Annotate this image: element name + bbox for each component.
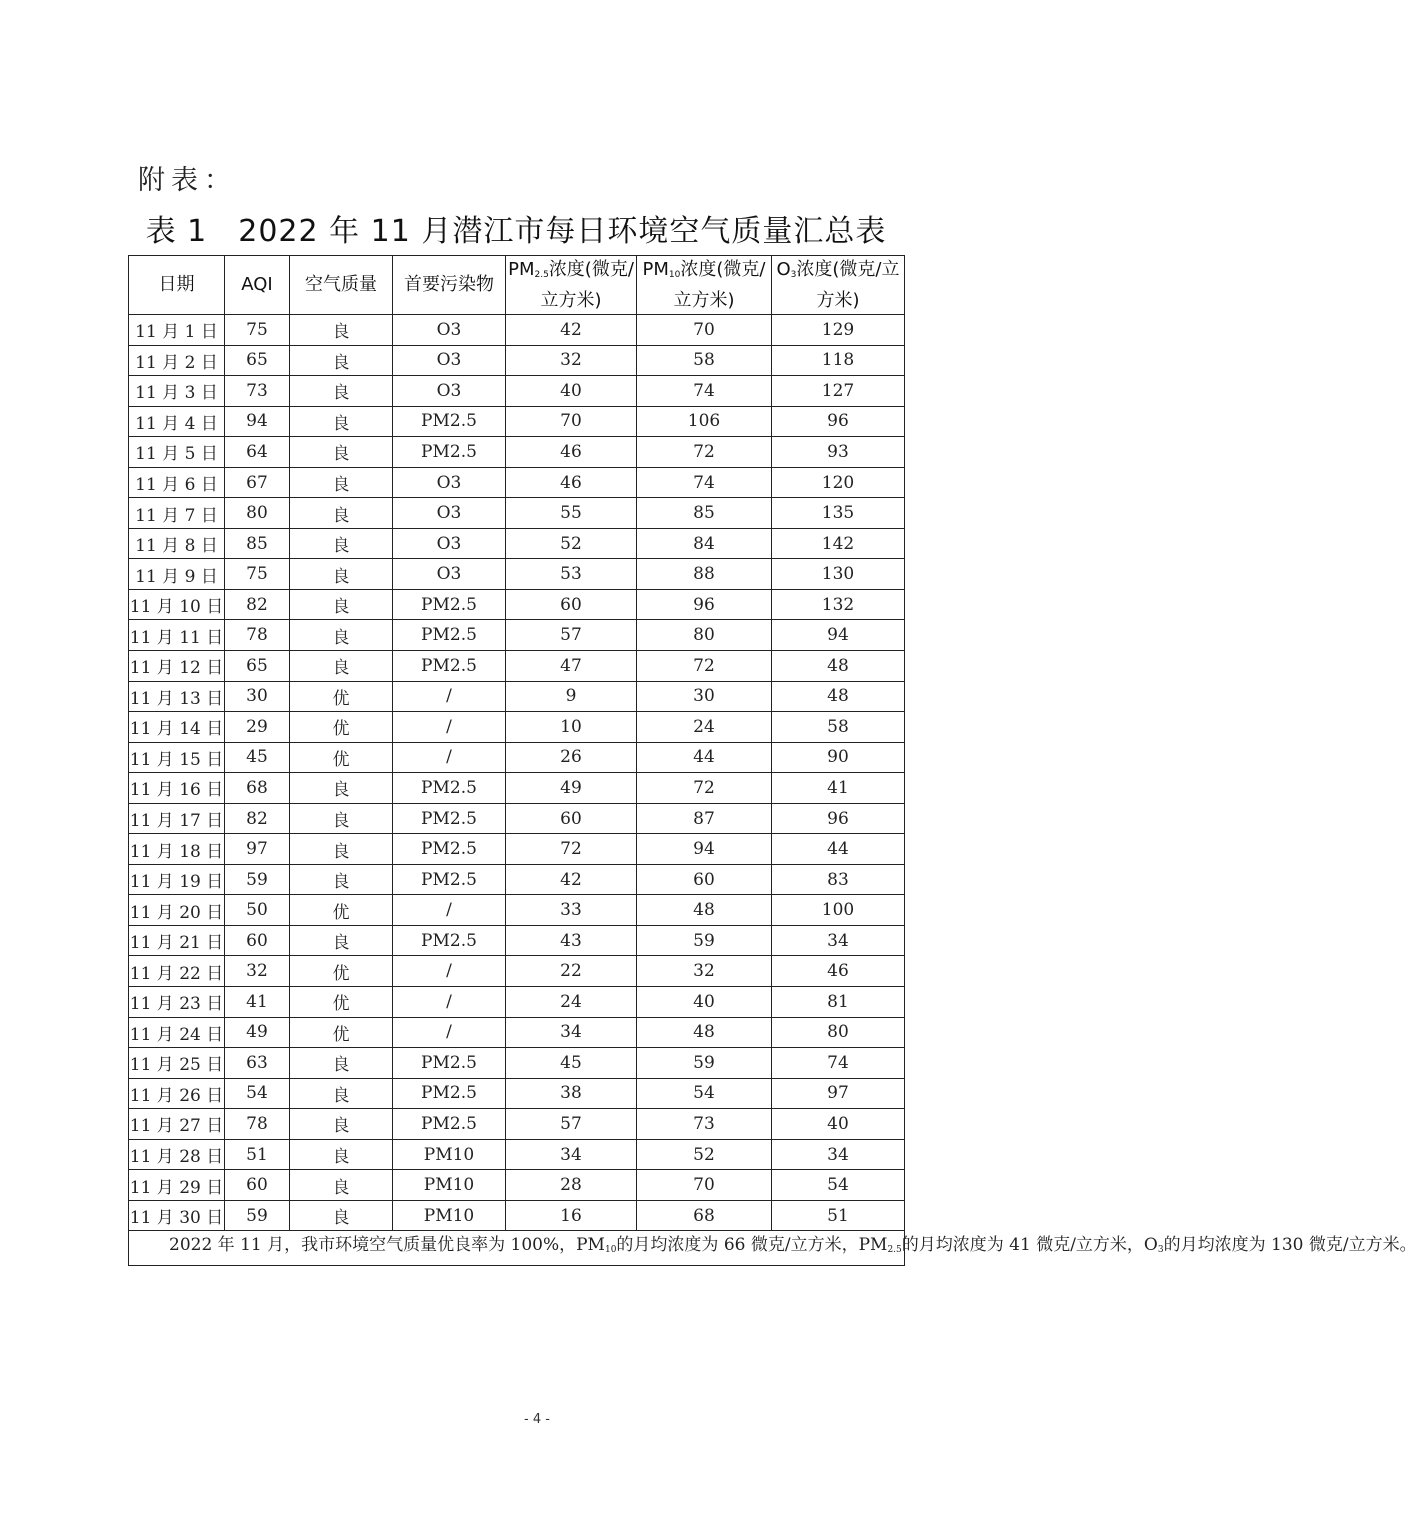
- cell-date: 11 月 13 日: [129, 681, 225, 712]
- header-pm25-prefix: PM: [508, 258, 535, 280]
- table-row: [129, 987, 905, 1018]
- cell-pm10: 72: [637, 437, 772, 468]
- cell-pollutant: O3: [393, 315, 506, 346]
- table-title: 表 1 2022 年 11 月潜江市每日环境空气质量汇总表: [145, 214, 887, 249]
- cell-o3: 120: [772, 467, 905, 498]
- cell-pm25: 72: [506, 834, 637, 865]
- table-row: [129, 1048, 905, 1079]
- cell-pollutant: O3: [393, 528, 506, 559]
- cell-date: 11 月 2 日: [129, 345, 225, 376]
- cell-o3: 34: [772, 1139, 905, 1170]
- cell-pollutant: PM10: [393, 1139, 506, 1170]
- table-row: [129, 437, 905, 468]
- cell-o3: 94: [772, 620, 905, 651]
- cell-pollutant: PM10: [393, 1170, 506, 1201]
- cell-quality: 优: [290, 956, 393, 987]
- cell-pollutant: PM2.5: [393, 406, 506, 437]
- cell-pm25: 26: [506, 742, 637, 773]
- cell-aqi: 73: [225, 376, 290, 407]
- cell-pm10: 73: [637, 1109, 772, 1140]
- cell-pollutant: /: [393, 987, 506, 1018]
- cell-aqi: 59: [225, 864, 290, 895]
- cell-aqi: 63: [225, 1048, 290, 1079]
- cell-quality: 良: [290, 315, 393, 346]
- cell-quality: 良: [290, 345, 393, 376]
- cell-aqi: 85: [225, 528, 290, 559]
- cell-pm10: 72: [637, 651, 772, 682]
- cell-date: 11 月 7 日: [129, 498, 225, 529]
- table-row: [129, 498, 905, 529]
- cell-quality: 良: [290, 559, 393, 590]
- cell-quality: 良: [290, 467, 393, 498]
- cell-quality: 良: [290, 589, 393, 620]
- cell-pm25: 47: [506, 651, 637, 682]
- cell-date: 11 月 29 日: [129, 1170, 225, 1201]
- cell-pm25: 42: [506, 315, 637, 346]
- cell-pm25: 40: [506, 376, 637, 407]
- cell-aqi: 29: [225, 712, 290, 743]
- cell-quality: 良: [290, 1200, 393, 1231]
- cell-aqi: 45: [225, 742, 290, 773]
- cell-date: 11 月 19 日: [129, 864, 225, 895]
- table-row: [129, 620, 905, 651]
- cell-pm25: 46: [506, 467, 637, 498]
- cell-date: 11 月 21 日: [129, 925, 225, 956]
- header-o3-sub: 3: [790, 269, 797, 280]
- cell-o3: 41: [772, 773, 905, 804]
- cell-pollutant: O3: [393, 467, 506, 498]
- cell-date: 11 月 4 日: [129, 406, 225, 437]
- cell-pm10: 84: [637, 528, 772, 559]
- air-quality-table: [128, 255, 1417, 1266]
- cell-pm10: 106: [637, 406, 772, 437]
- table-row: [129, 803, 905, 834]
- table-row: [129, 956, 905, 987]
- cell-pollutant: PM2.5: [393, 834, 506, 865]
- cell-pollutant: O3: [393, 376, 506, 407]
- cell-o3: 142: [772, 528, 905, 559]
- table-row: [129, 345, 905, 376]
- table-row: [129, 467, 905, 498]
- cell-o3: 80: [772, 1017, 905, 1048]
- cell-o3: 51: [772, 1200, 905, 1231]
- cell-date: 11 月 9 日: [129, 559, 225, 590]
- cell-o3: 81: [772, 987, 905, 1018]
- cell-pm10: 72: [637, 773, 772, 804]
- cell-aqi: 65: [225, 345, 290, 376]
- cell-pm10: 68: [637, 1200, 772, 1231]
- table-row: [129, 834, 905, 865]
- cell-pm25: 45: [506, 1048, 637, 1079]
- cell-o3: 46: [772, 956, 905, 987]
- cell-aqi: 82: [225, 803, 290, 834]
- cell-date: 11 月 30 日: [129, 1200, 225, 1231]
- cell-pollutant: O3: [393, 559, 506, 590]
- cell-pm10: 80: [637, 620, 772, 651]
- cell-quality: 良: [290, 376, 393, 407]
- cell-aqi: 60: [225, 925, 290, 956]
- cell-date: 11 月 3 日: [129, 376, 225, 407]
- cell-quality: 良: [290, 925, 393, 956]
- header-pm10-suffix: 浓度(微克/立方米): [673, 258, 766, 311]
- table-row: [129, 559, 905, 590]
- cell-pollutant: PM2.5: [393, 773, 506, 804]
- cell-date: 11 月 14 日: [129, 712, 225, 743]
- header-pm10: [637, 256, 772, 315]
- table-header: [129, 256, 905, 315]
- cell-o3: 132: [772, 589, 905, 620]
- header-o3-prefix: O: [776, 258, 791, 280]
- cell-aqi: 41: [225, 987, 290, 1018]
- cell-aqi: 97: [225, 834, 290, 865]
- cell-quality: 良: [290, 773, 393, 804]
- cell-pm10: 70: [637, 1170, 772, 1201]
- cell-quality: 良: [290, 834, 393, 865]
- cell-pm25: 28: [506, 1170, 637, 1201]
- table-row: [129, 712, 905, 743]
- header-pm25: [506, 256, 637, 315]
- table-row: [129, 1170, 905, 1201]
- header-date: 日期: [129, 256, 225, 315]
- cell-aqi: 32: [225, 956, 290, 987]
- cell-aqi: 50: [225, 895, 290, 926]
- cell-pm10: 54: [637, 1078, 772, 1109]
- cell-pm10: 87: [637, 803, 772, 834]
- cell-o3: 93: [772, 437, 905, 468]
- table-row: [129, 895, 905, 926]
- table-row: [129, 925, 905, 956]
- cell-quality: 优: [290, 895, 393, 926]
- summary-sub3: 3: [1157, 1245, 1164, 1256]
- cell-aqi: 94: [225, 406, 290, 437]
- cell-date: 11 月 27 日: [129, 1109, 225, 1140]
- cell-pm10: 58: [637, 345, 772, 376]
- table-row: [129, 742, 905, 773]
- summary-part4: 的月均浓度为 130 微克/立方米。: [1163, 1235, 1417, 1256]
- cell-pm25: 9: [506, 681, 637, 712]
- header-pm10-sub: 10: [668, 269, 681, 280]
- cell-pollutant: /: [393, 895, 506, 926]
- header-pm25-suffix: 浓度(微克/立方米): [540, 258, 634, 311]
- cell-pm10: 48: [637, 1017, 772, 1048]
- cell-quality: 良: [290, 1078, 393, 1109]
- cell-pollutant: PM2.5: [393, 1078, 506, 1109]
- cell-pm10: 24: [637, 712, 772, 743]
- cell-o3: 130: [772, 559, 905, 590]
- cell-pm25: 60: [506, 589, 637, 620]
- cell-pollutant: PM2.5: [393, 864, 506, 895]
- cell-date: 11 月 20 日: [129, 895, 225, 926]
- appendix-label: 附表：: [138, 165, 237, 196]
- cell-pm25: 49: [506, 773, 637, 804]
- cell-pm25: 55: [506, 498, 637, 529]
- cell-quality: 优: [290, 742, 393, 773]
- cell-pm25: 10: [506, 712, 637, 743]
- cell-quality: 良: [290, 437, 393, 468]
- cell-pm10: 30: [637, 681, 772, 712]
- cell-pollutant: /: [393, 956, 506, 987]
- cell-aqi: 67: [225, 467, 290, 498]
- cell-pm10: 70: [637, 315, 772, 346]
- cell-pm25: 24: [506, 987, 637, 1018]
- cell-pm25: 16: [506, 1200, 637, 1231]
- header-aqi: AQI: [225, 256, 290, 315]
- cell-aqi: 75: [225, 559, 290, 590]
- cell-pm25: 32: [506, 345, 637, 376]
- cell-pm25: 38: [506, 1078, 637, 1109]
- cell-pm25: 22: [506, 956, 637, 987]
- cell-quality: 良: [290, 498, 393, 529]
- cell-pm25: 52: [506, 528, 637, 559]
- cell-quality: 良: [290, 1048, 393, 1079]
- cell-o3: 100: [772, 895, 905, 926]
- cell-date: 11 月 25 日: [129, 1048, 225, 1079]
- cell-pollutant: PM2.5: [393, 651, 506, 682]
- summary-part1: 2022 年 11 月，我市环境空气质量优良率为 100%，PM: [169, 1235, 605, 1256]
- cell-pm25: 53: [506, 559, 637, 590]
- cell-pollutant: PM2.5: [393, 437, 506, 468]
- cell-aqi: 82: [225, 589, 290, 620]
- cell-date: 11 月 10 日: [129, 589, 225, 620]
- table-footer: [129, 1231, 1417, 1266]
- header-pollutant: 首要污染物: [393, 256, 506, 315]
- cell-quality: 良: [290, 406, 393, 437]
- page-number: - 4 -: [524, 1412, 550, 1427]
- cell-pm25: 46: [506, 437, 637, 468]
- table-row: [129, 1078, 905, 1109]
- cell-aqi: 80: [225, 498, 290, 529]
- cell-date: 11 月 15 日: [129, 742, 225, 773]
- table-row: [129, 376, 905, 407]
- summary-sub2: 2.5: [887, 1245, 902, 1256]
- table-row: [129, 1017, 905, 1048]
- cell-pm10: 94: [637, 834, 772, 865]
- header-o3-suffix: 浓度(微克/立方米): [796, 258, 900, 311]
- table-row: [129, 773, 905, 804]
- table-row: [129, 1109, 905, 1140]
- cell-pollutant: PM2.5: [393, 1048, 506, 1079]
- cell-pm25: 34: [506, 1139, 637, 1170]
- cell-quality: 优: [290, 1017, 393, 1048]
- cell-aqi: 51: [225, 1139, 290, 1170]
- cell-pm10: 85: [637, 498, 772, 529]
- header-pm10-prefix: PM: [642, 258, 669, 280]
- cell-o3: 34: [772, 925, 905, 956]
- cell-aqi: 59: [225, 1200, 290, 1231]
- cell-date: 11 月 22 日: [129, 956, 225, 987]
- summary-part3: 的月均浓度为 41 微克/立方米，O: [901, 1235, 1158, 1256]
- cell-pollutant: PM10: [393, 1200, 506, 1231]
- cell-aqi: 78: [225, 620, 290, 651]
- cell-o3: 40: [772, 1109, 905, 1140]
- cell-o3: 96: [772, 803, 905, 834]
- cell-quality: 良: [290, 803, 393, 834]
- cell-pollutant: PM2.5: [393, 925, 506, 956]
- cell-aqi: 78: [225, 1109, 290, 1140]
- cell-o3: 96: [772, 406, 905, 437]
- cell-quality: 良: [290, 864, 393, 895]
- cell-date: 11 月 1 日: [129, 315, 225, 346]
- cell-pm25: 60: [506, 803, 637, 834]
- cell-aqi: 54: [225, 1078, 290, 1109]
- cell-pm25: 34: [506, 1017, 637, 1048]
- cell-pm10: 96: [637, 589, 772, 620]
- cell-quality: 良: [290, 1139, 393, 1170]
- cell-pm10: 74: [637, 467, 772, 498]
- cell-pm10: 74: [637, 376, 772, 407]
- cell-pm25: 43: [506, 925, 637, 956]
- table-row: [129, 528, 905, 559]
- cell-aqi: 49: [225, 1017, 290, 1048]
- cell-aqi: 65: [225, 651, 290, 682]
- cell-pm10: 52: [637, 1139, 772, 1170]
- cell-pollutant: /: [393, 681, 506, 712]
- summary-sub1: 10: [604, 1245, 617, 1256]
- header-row: [129, 256, 905, 315]
- cell-pollutant: PM2.5: [393, 589, 506, 620]
- cell-date: 11 月 16 日: [129, 773, 225, 804]
- cell-date: 11 月 24 日: [129, 1017, 225, 1048]
- cell-date: 11 月 6 日: [129, 467, 225, 498]
- cell-o3: 44: [772, 834, 905, 865]
- cell-pm25: 42: [506, 864, 637, 895]
- cell-pollutant: PM2.5: [393, 1109, 506, 1140]
- cell-o3: 58: [772, 712, 905, 743]
- cell-date: 11 月 23 日: [129, 987, 225, 1018]
- cell-date: 11 月 26 日: [129, 1078, 225, 1109]
- cell-o3: 74: [772, 1048, 905, 1079]
- summary-row: [129, 1231, 905, 1266]
- table-row: [129, 1139, 905, 1170]
- cell-pm25: 57: [506, 620, 637, 651]
- cell-o3: 83: [772, 864, 905, 895]
- cell-pm10: 44: [637, 742, 772, 773]
- cell-o3: 54: [772, 1170, 905, 1201]
- table-row: [129, 651, 905, 682]
- cell-pollutant: /: [393, 1017, 506, 1048]
- cell-date: 11 月 5 日: [129, 437, 225, 468]
- cell-quality: 优: [290, 681, 393, 712]
- cell-pollutant: O3: [393, 345, 506, 376]
- cell-quality: 良: [290, 1109, 393, 1140]
- cell-o3: 48: [772, 681, 905, 712]
- cell-o3: 48: [772, 651, 905, 682]
- cell-o3: 127: [772, 376, 905, 407]
- cell-aqi: 75: [225, 315, 290, 346]
- cell-o3: 129: [772, 315, 905, 346]
- cell-quality: 良: [290, 528, 393, 559]
- cell-aqi: 60: [225, 1170, 290, 1201]
- cell-pm25: 57: [506, 1109, 637, 1140]
- summary-part2: 的月均浓度为 66 微克/立方米，PM: [616, 1235, 888, 1256]
- cell-quality: 优: [290, 987, 393, 1018]
- cell-pm10: 88: [637, 559, 772, 590]
- cell-pm10: 48: [637, 895, 772, 926]
- header-o3: [772, 256, 905, 315]
- cell-date: 11 月 28 日: [129, 1139, 225, 1170]
- cell-quality: 良: [290, 620, 393, 651]
- cell-date: 11 月 12 日: [129, 651, 225, 682]
- cell-aqi: 30: [225, 681, 290, 712]
- cell-quality: 良: [290, 651, 393, 682]
- header-pm25-sub: 2.5: [534, 269, 549, 280]
- cell-pm10: 60: [637, 864, 772, 895]
- cell-date: 11 月 18 日: [129, 834, 225, 865]
- cell-date: 11 月 11 日: [129, 620, 225, 651]
- cell-pm10: 32: [637, 956, 772, 987]
- cell-pm10: 59: [637, 1048, 772, 1079]
- summary-note: [129, 1231, 1417, 1266]
- cell-o3: 135: [772, 498, 905, 529]
- table-row: [129, 589, 905, 620]
- cell-pollutant: PM2.5: [393, 620, 506, 651]
- cell-aqi: 68: [225, 773, 290, 804]
- cell-pm25: 70: [506, 406, 637, 437]
- table-row: [129, 864, 905, 895]
- cell-pm10: 59: [637, 925, 772, 956]
- cell-pollutant: /: [393, 712, 506, 743]
- table-body: [129, 315, 905, 1231]
- cell-pollutant: /: [393, 742, 506, 773]
- table-row: [129, 406, 905, 437]
- cell-quality: 良: [290, 1170, 393, 1201]
- cell-pm25: 33: [506, 895, 637, 926]
- table-row: [129, 1200, 905, 1231]
- cell-o3: 118: [772, 345, 905, 376]
- cell-date: 11 月 17 日: [129, 803, 225, 834]
- cell-pollutant: PM2.5: [393, 803, 506, 834]
- cell-pollutant: O3: [393, 498, 506, 529]
- cell-pm10: 40: [637, 987, 772, 1018]
- table-row: [129, 315, 905, 346]
- cell-o3: 90: [772, 742, 905, 773]
- cell-quality: 优: [290, 712, 393, 743]
- header-quality: 空气质量: [290, 256, 393, 315]
- cell-o3: 97: [772, 1078, 905, 1109]
- cell-aqi: 64: [225, 437, 290, 468]
- cell-date: 11 月 8 日: [129, 528, 225, 559]
- table-row: [129, 681, 905, 712]
